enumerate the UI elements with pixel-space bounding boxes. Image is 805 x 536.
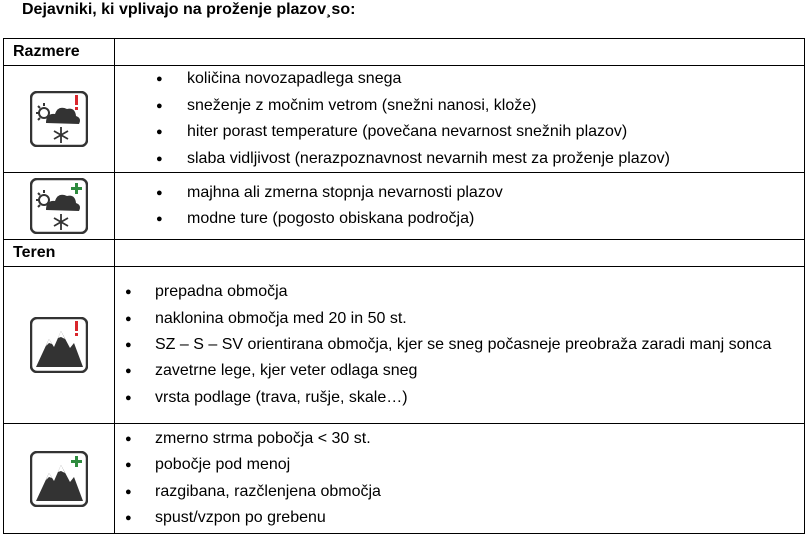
items-cell bbox=[115, 267, 805, 424]
section-header-empty bbox=[115, 39, 805, 66]
list-item: ● SZ – S – SV orientirana območja, kjer se sneg počasneje preobraža zaradi manj sonca bbox=[115, 332, 804, 358]
list-item: ● prepadna območja bbox=[115, 279, 804, 306]
list-item: ● vrsta podlage (trava, rušje, skale…) bbox=[115, 385, 804, 412]
icon-cell bbox=[4, 173, 115, 240]
list-item: ● zmerno strma pobočja < 30 st. bbox=[115, 426, 804, 453]
section-label: Razmere bbox=[4, 39, 115, 66]
items-cell bbox=[115, 424, 805, 534]
table-row bbox=[4, 424, 805, 534]
bullet-list bbox=[115, 180, 804, 233]
list-item: ● pobočje pod menoj bbox=[115, 452, 804, 479]
list-item: ● zavetrne lege, kjer veter odlaga sneg bbox=[115, 358, 804, 385]
items-cell bbox=[115, 173, 805, 240]
bullet-list bbox=[115, 279, 804, 411]
icon-cell bbox=[4, 424, 115, 534]
table-row bbox=[4, 173, 805, 240]
weather-safe-icon bbox=[30, 178, 88, 234]
terrain-safe-icon bbox=[30, 451, 88, 507]
icon-cell bbox=[4, 267, 115, 424]
list-item: ● slaba vidljivost (nerazpoznavnost nevarnih mest za proženje plazov) bbox=[115, 146, 804, 173]
icon-cell bbox=[4, 66, 115, 173]
section-header-teren bbox=[4, 240, 805, 267]
list-item: ● majhna ali zmerna stopnja nevarnosti plazov bbox=[115, 180, 804, 207]
list-item: ● količina novozapadlega snega bbox=[115, 66, 804, 93]
list-item: ● naklonina območja med 20 in 50 st. bbox=[115, 306, 804, 333]
table-row bbox=[4, 267, 805, 424]
bullet-list bbox=[115, 66, 804, 172]
list-item: ● hiter porast temperature (povečana nevarnost snežnih plazov) bbox=[115, 119, 804, 146]
factors-table bbox=[3, 38, 805, 534]
page-title: Dejavniki, ki vplivajo na proženje plazov¸so: bbox=[22, 1, 356, 18]
section-label: Teren bbox=[4, 240, 115, 267]
section-header-razmere bbox=[4, 39, 805, 66]
list-item: ● modne ture (pogosto obiskana področja) bbox=[115, 206, 804, 233]
list-item: ● razgibana, razčlenjena območja bbox=[115, 479, 804, 506]
weather-warning-icon bbox=[30, 91, 88, 147]
list-item: ● sneženje z močnim vetrom (snežni nanosi, klože) bbox=[115, 93, 804, 120]
bullet-list bbox=[115, 426, 804, 532]
terrain-warning-icon bbox=[30, 317, 88, 373]
table-row bbox=[4, 66, 805, 173]
section-header-empty bbox=[115, 240, 805, 267]
items-cell bbox=[115, 66, 805, 173]
list-item: ● spust/vzpon po grebenu bbox=[115, 505, 804, 532]
